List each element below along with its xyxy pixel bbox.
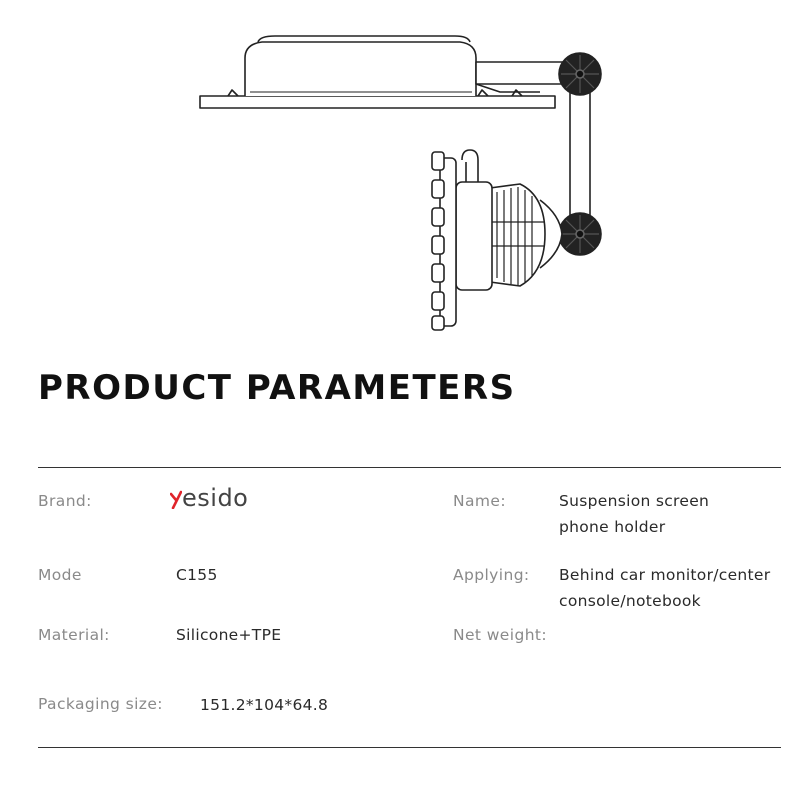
bottom-divider [38, 747, 781, 748]
name-label: Name: [453, 492, 506, 510]
brand-label: Brand: [38, 492, 92, 510]
applying-value-line1: Behind car monitor/center [559, 566, 771, 584]
mode-label: Mode [38, 566, 82, 584]
packaging-size-label: Packaging size: [38, 695, 163, 713]
name-value-line2: phone holder [559, 518, 666, 536]
top-divider [38, 467, 781, 468]
product-illustration [0, 0, 800, 350]
material-label: Material: [38, 626, 110, 644]
upper-knob-icon [559, 53, 601, 95]
packaging-size-value: 151.2*104*64.8 [200, 696, 329, 714]
gear-plate [432, 152, 456, 330]
mode-value: C155 [176, 566, 218, 584]
applying-value-line2: console/notebook [559, 592, 701, 610]
page-title: PRODUCT PARAMETERS [38, 368, 516, 408]
name-value-line1: Suspension screen [559, 492, 710, 510]
vertical-arm [570, 88, 590, 218]
brand-logo [170, 483, 248, 513]
magnetic-head [456, 150, 545, 290]
brand-logo-text: esido [182, 484, 249, 512]
net-weight-label: Net weight: [453, 626, 548, 644]
material-value: Silicone+TPE [176, 626, 282, 644]
adhesive-pad [245, 36, 476, 96]
lower-knob-icon [559, 213, 601, 255]
applying-label: Applying: [453, 566, 530, 584]
yesido-y-mark-icon [170, 487, 182, 509]
